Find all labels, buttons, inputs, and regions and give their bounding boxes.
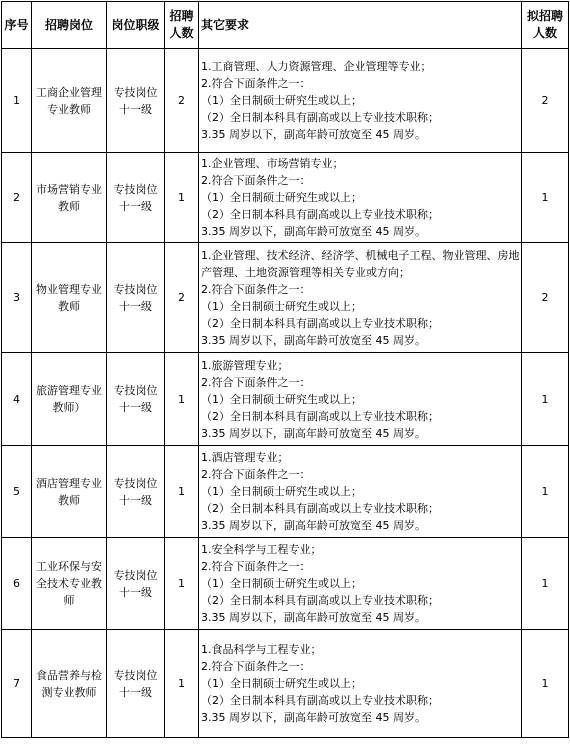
header-seq: 序号	[2, 2, 32, 49]
row-planned-count: 2	[522, 243, 569, 353]
requirement-line: （2）全日制本科具有副高或以上专业技术职称；	[201, 694, 439, 707]
requirement-line: 2.符合下面条件之一：	[201, 560, 311, 573]
requirement-line: 3.35 周岁以下，副高年龄可放宽至 45 周岁。	[201, 711, 426, 724]
row-level: 专技岗位十一级	[107, 446, 165, 538]
requirement-line: （1）全日制硕士研究生或以上；	[201, 299, 362, 313]
row-position: 工商企业管理专业教师	[32, 49, 107, 153]
table-row	[2, 446, 569, 538]
table-row	[2, 538, 569, 630]
requirement-line: 2.符合下面条件之一：	[201, 468, 311, 481]
header-position: 招聘岗位	[32, 2, 107, 49]
row-requirements	[199, 49, 522, 153]
table-row	[2, 630, 569, 738]
requirement-line: 2.符合下面条件之一：	[201, 77, 311, 90]
row-level: 专技岗位十一级	[107, 243, 165, 353]
header-recruit-count-line1: 招聘	[169, 9, 194, 23]
row-requirements	[199, 153, 522, 243]
requirement-line: （2）全日制本科具有副高或以上专业技术职称；	[201, 594, 439, 607]
row-seq: 1	[2, 49, 32, 153]
row-seq: 4	[2, 353, 32, 446]
row-position: 酒店管理专业教师	[32, 446, 107, 538]
requirement-line: （2）全日制本科具有副高或以上专业技术职称；	[201, 316, 439, 330]
table-row	[2, 243, 569, 353]
row-position: 食品营养与检测专业教师	[32, 630, 107, 738]
table-row	[2, 353, 569, 446]
requirement-line: 2.符合下面条件之一：	[201, 174, 311, 187]
header-recruit-count-line2: 人数	[169, 26, 194, 40]
header-planned-count-line2: 人数	[532, 26, 557, 40]
row-seq: 5	[2, 446, 32, 538]
row-planned-count: 1	[522, 153, 569, 243]
requirement-line: 1.食品科学与工程专业；	[201, 643, 322, 656]
row-seq: 2	[2, 153, 32, 243]
row-level: 专技岗位十一级	[107, 630, 165, 738]
row-recruit-count: 2	[165, 49, 199, 153]
row-recruit-count: 1	[165, 353, 199, 446]
row-seq: 6	[2, 538, 32, 630]
row-requirements	[199, 446, 522, 538]
requirement-line: （1）全日制硕士研究生或以上；	[201, 392, 362, 406]
header-requirements: 其它要求	[199, 2, 522, 49]
requirement-line: 3.35 周岁以下，副高年龄可放宽至 45 周岁。	[201, 333, 426, 347]
header-recruit-count	[165, 2, 199, 49]
row-recruit-count: 1	[165, 153, 199, 243]
requirement-line: 3.35 周岁以下，副高年龄可放宽至 45 周岁。	[201, 611, 426, 624]
row-recruit-count: 1	[165, 538, 199, 630]
row-position: 旅游管理专业教师）	[32, 353, 107, 446]
requirement-line: （1）全日制硕士研究生或以上；	[201, 485, 362, 498]
row-recruit-count: 1	[165, 446, 199, 538]
requirement-line: 2.符合下面条件之一：	[201, 375, 311, 389]
requirement-line: （1）全日制硕士研究生或以上；	[201, 577, 362, 590]
requirement-line: 1.工商管理、人力资源管理、企业管理等专业；	[201, 60, 432, 73]
requirement-line: 3.35 周岁以下，副高年龄可放宽至 45 周岁。	[201, 426, 426, 440]
requirement-line: （2）全日制本科具有副高或以上专业技术职称；	[201, 409, 439, 423]
requirement-line: （2）全日制本科具有副高或以上专业技术职称；	[201, 502, 439, 515]
table-row	[2, 49, 569, 153]
header-planned-count-line1: 拟招聘	[526, 9, 563, 23]
requirement-line: （1）全日制硕士研究生或以上；	[201, 677, 362, 690]
row-requirements	[199, 353, 522, 446]
requirement-line: （1）全日制硕士研究生或以上；	[201, 191, 362, 204]
row-position: 工业环保与安全技术专业教师	[32, 538, 107, 630]
row-position: 物业管理专业教师	[32, 243, 107, 353]
row-recruit-count: 1	[165, 630, 199, 738]
requirement-line: 2.符合下面条件之一：	[201, 282, 311, 296]
row-requirements	[199, 243, 522, 353]
row-level: 专技岗位十一级	[107, 153, 165, 243]
requirement-line: 1.安全科学与工程专业；	[201, 543, 322, 556]
requirement-line: 1.企业管理、市场营销专业；	[201, 157, 344, 170]
row-requirements	[199, 538, 522, 630]
table-row	[2, 153, 569, 243]
header-planned-count	[522, 2, 569, 49]
requirement-line: 1.旅游管理专业；	[201, 358, 289, 372]
requirement-line: 2.符合下面条件之一：	[201, 660, 311, 673]
row-level: 专技岗位十一级	[107, 353, 165, 446]
row-level: 专技岗位十一级	[107, 49, 165, 153]
requirement-line: 3.35 周岁以下，副高年龄可放宽至 45 周岁。	[201, 519, 426, 532]
requirement-line: （1）全日制硕士研究生或以上；	[201, 94, 362, 107]
requirement-line: 1.酒店管理专业；	[201, 451, 289, 464]
row-seq: 7	[2, 630, 32, 738]
header-level: 岗位职级	[107, 2, 165, 49]
row-requirements	[199, 630, 522, 738]
requirement-line: （2）全日制本科具有副高或以上专业技术职称；	[201, 208, 439, 221]
requirement-line: 3.35 周岁以下，副高年龄可放宽至 45 周岁。	[201, 225, 426, 238]
row-planned-count: 1	[522, 538, 569, 630]
row-planned-count: 2	[522, 49, 569, 153]
row-recruit-count: 2	[165, 243, 199, 353]
requirement-line: （2）全日制本科具有副高或以上专业技术职称；	[201, 111, 439, 124]
header-row	[2, 2, 569, 49]
recruitment-table	[1, 1, 569, 738]
requirement-line: 1.企业管理、技术经济、经济学、机械电子工程、物业管理、房地产管理、土地资源管理等相关专业或方向；	[201, 248, 520, 279]
table-body	[2, 49, 569, 738]
row-level: 专技岗位十一级	[107, 538, 165, 630]
row-planned-count: 1	[522, 630, 569, 738]
row-planned-count: 1	[522, 446, 569, 538]
row-planned-count: 1	[522, 353, 569, 446]
row-seq: 3	[2, 243, 32, 353]
requirement-line: 3.35 周岁以下，副高年龄可放宽至 45 周岁。	[201, 128, 426, 141]
row-position: 市场营销专业教师	[32, 153, 107, 243]
